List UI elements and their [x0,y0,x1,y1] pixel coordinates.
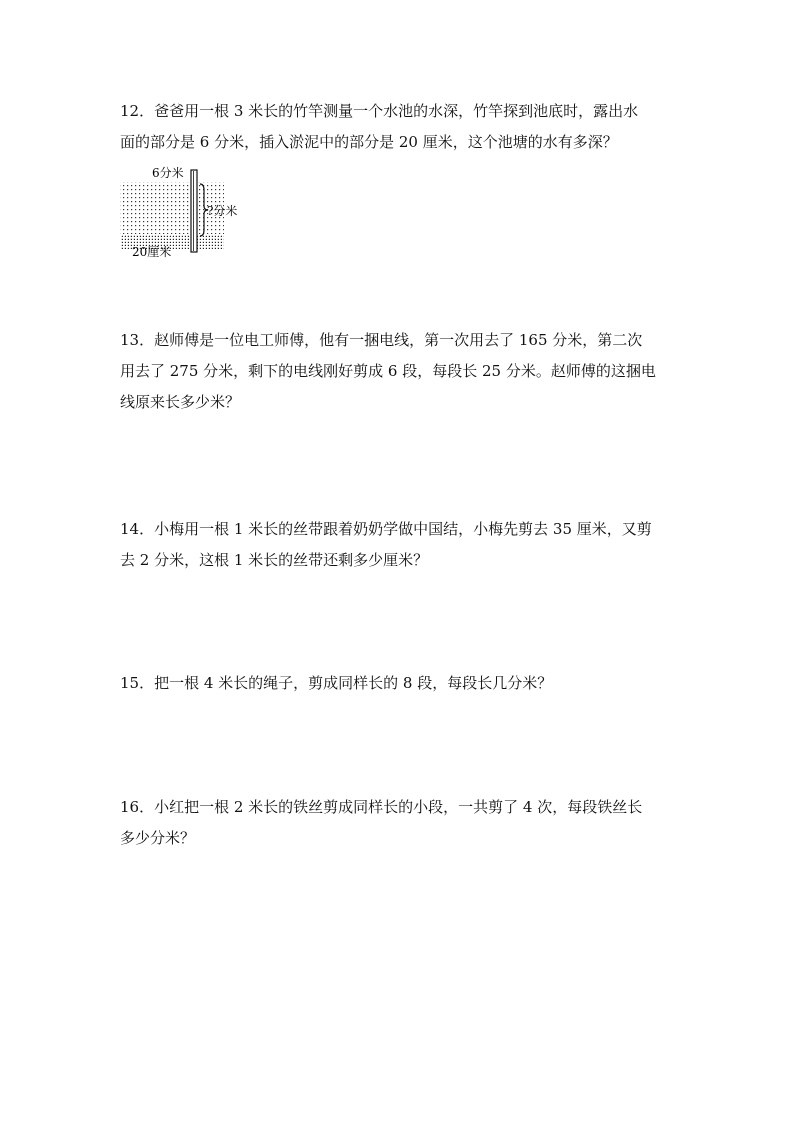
problem-12-line-2: 面的部分是 6 分米，插入淤泥中的部分是 20 厘米，这个池塘的水有多深？ [120,133,618,151]
problem-13-line-2: 用去了 275 分米，剩下的电线刚好剪成 6 段，每段长 25 分米。赵师傅的这捆电 [120,362,656,380]
problem-16 [120,792,680,854]
problem-12 [120,96,680,158]
problem-14 [120,514,680,576]
problem-15-line-1: 15．把一根 4 米长的绳子，剪成同样长的 8 段，每段长几分米？ [120,674,553,692]
problem-13-line-1: 13．赵师傅是一位电工师傅，他有一捆电线，第一次用去了 165 分米，第二次 [120,331,643,349]
label-20cm: 20厘米 [132,245,172,259]
problem-16-line-2: 多少分米？ [120,829,196,847]
pole [191,170,197,252]
problem-15 [120,668,680,699]
problem-12-line-1: 12．爸爸用一根 3 米长的竹竿测量一个水池的水深，竹竿探到池底时，露出水 [120,102,639,120]
label-unknown-dm: ?分米 [207,204,238,218]
problem-13-line-3: 线原来长多少米？ [120,393,241,411]
problem-13 [120,325,680,418]
problem-14-line-2: 去 2 分米，这根 1 米长的丝带还剩多少厘米？ [120,551,429,569]
problem-14-line-1: 14．小梅用一根 1 米长的丝带跟着奶奶学做中国结，小梅先剪去 35 厘米，又剪 [120,520,652,538]
label-6dm: 6分米 [152,166,184,180]
pond-diagram [118,160,258,260]
pond-diagram-svg [118,160,258,260]
problem-16-line-1: 16．小红把一根 2 米长的铁丝剪成同样长的小段，一共剪了 4 次，每段铁丝长 [120,798,643,816]
